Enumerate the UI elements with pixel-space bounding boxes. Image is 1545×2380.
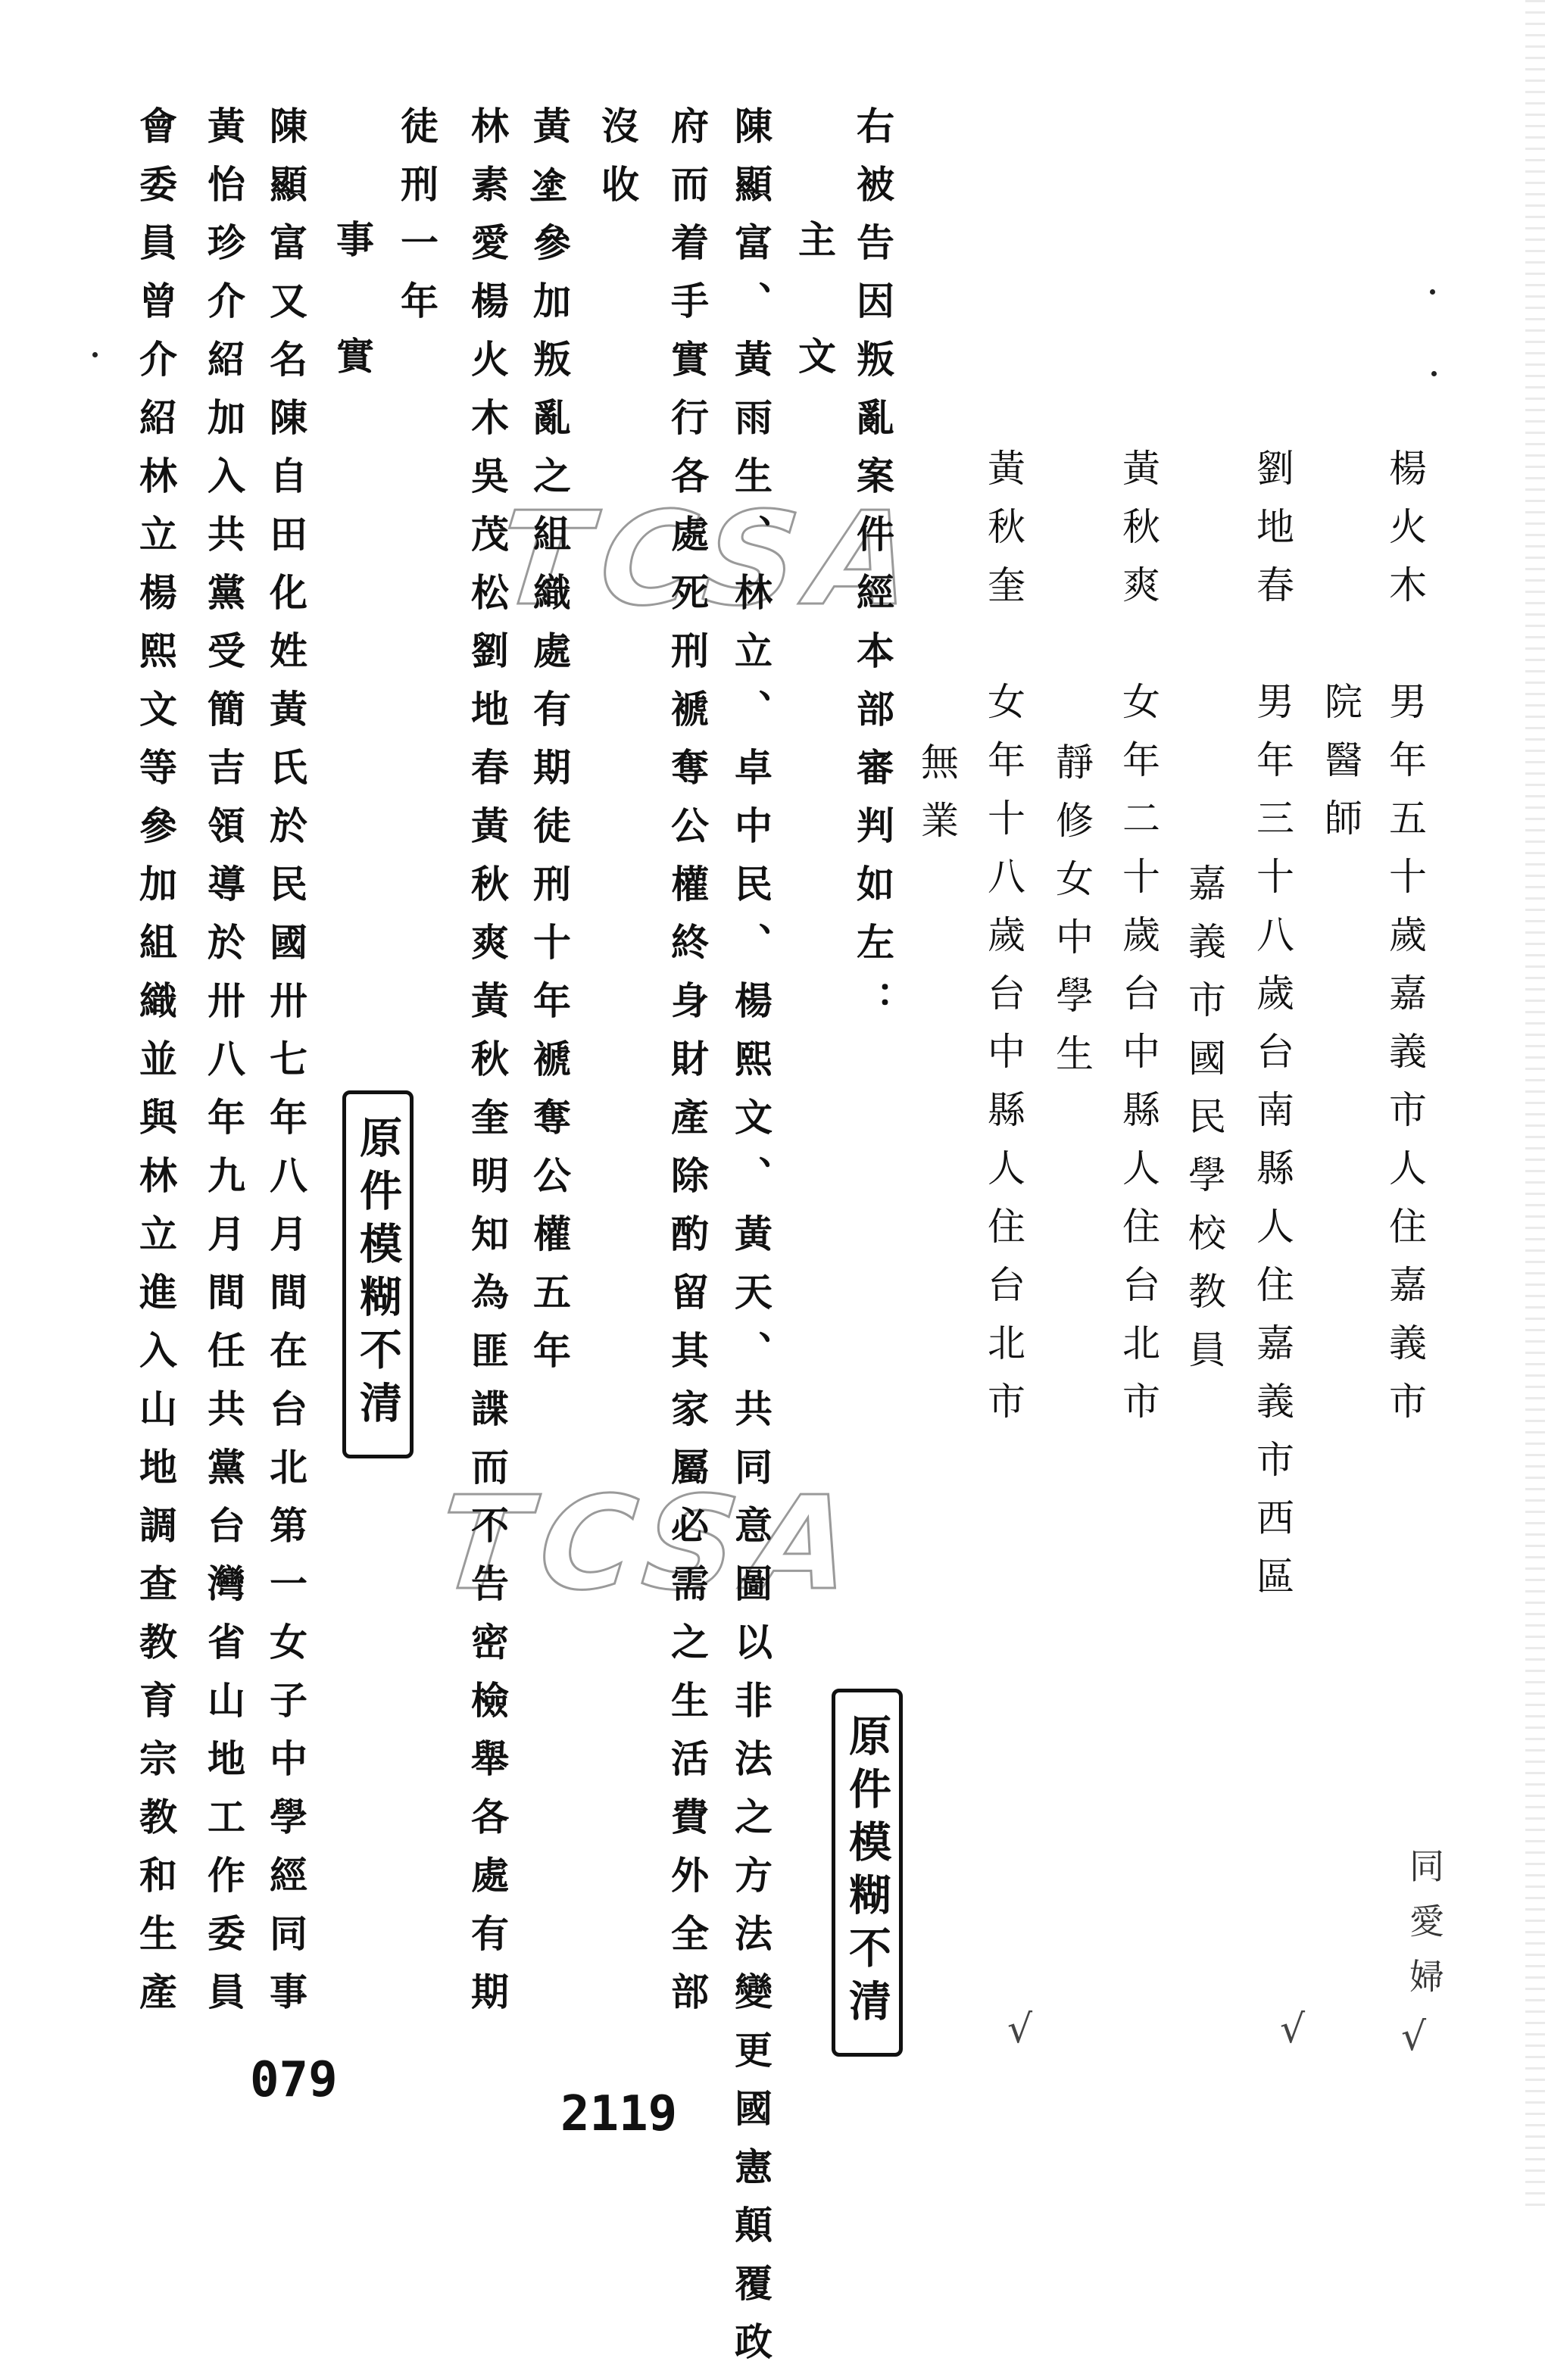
defendant-name-4: 黃秋奎: [982, 448, 1025, 623]
defendant-name-1: 楊火木: [1383, 448, 1427, 623]
page-number-bottom: 2119: [560, 2086, 678, 2142]
defendant-details-3: 女年二十歲台中縣人住台北市: [1116, 682, 1160, 1440]
page-number-left: 079: [250, 2052, 338, 2108]
facts-heading: 事 實: [330, 220, 375, 395]
facts-line-1: 陳顯富又名陳自田化姓黃氏於民國卅七年八月間在台北第一女子中學經同事: [264, 106, 308, 2030]
illegible-stamp-left: 原件模糊不清: [342, 1090, 414, 1458]
illegible-stamp-right: 原件模糊不清: [832, 1689, 903, 2057]
main-text-line-5: 林素愛楊火木吳茂松劉地春黃秋爽黃秋奎明知為匪諜而不告密檢舉各處有期: [465, 106, 510, 2030]
defendant-occupation-3: 靜修女中學生: [1050, 742, 1094, 1092]
check-mark: √: [1401, 2014, 1427, 2060]
watermark-upper: TCSA: [492, 485, 933, 635]
main-text-line-2: 府而着手實行各處死刑褫奪公權終身財產除酌留其家屬必需之生活費外全部: [665, 106, 710, 2030]
judgment-intro: 右被告因叛亂案件經本部審判如左：: [851, 106, 895, 1039]
defendant-details-2: 男年三十八歲台南縣人住嘉義市西區: [1250, 682, 1294, 1614]
check-mark: √: [1280, 2007, 1306, 2052]
defendant-name-2: 劉地春: [1250, 448, 1294, 623]
defendant-name-3: 黃秋爽: [1116, 448, 1160, 623]
watermark-lower: TCSA: [431, 1469, 872, 1619]
defendant-occupation-1: 院醫師: [1319, 682, 1362, 856]
main-text-line-3: 沒收: [595, 106, 640, 223]
main-text-line-1: 陳顯富、黃雨生、林立、卓中民、楊熙文、黃天、共同意圖以非法之方法變更國憲顛覆政: [729, 106, 773, 2380]
check-mark: √: [1007, 2007, 1033, 2052]
defendant-details-4: 女年十八歲台中縣人住台北市: [982, 682, 1025, 1440]
scan-speck: [1431, 371, 1437, 376]
defendant-details-1: 男年五十歲嘉義市人住嘉義市: [1383, 682, 1427, 1440]
main-text-line-4: 黃𡍼參加叛亂之組織處有期徒刑十年褫奪公權五年: [527, 106, 572, 1389]
scan-edge-noise: [1525, 0, 1545, 2213]
scan-speck: [92, 352, 98, 357]
defendant-occupation-2: 嘉義市國民學校教員: [1182, 863, 1226, 1388]
defendant-occupation-4: 無業: [915, 742, 959, 859]
scan-speck: [1430, 289, 1435, 295]
main-text-heading: 主 文: [792, 220, 837, 395]
margin-note: 同愛婦: [1404, 1848, 1445, 2013]
facts-line-2: 黃怡珍介紹加入共黨受簡吉領導於卅八年九月間任共黨台灣省山地工作委員: [201, 106, 246, 2030]
facts-line-3: 會委員曾介紹林立楊熙文等參加組織並與林立進入山地調查教育宗教和生產: [133, 106, 178, 2030]
main-text-line-6: 徒刑一年: [395, 106, 439, 339]
